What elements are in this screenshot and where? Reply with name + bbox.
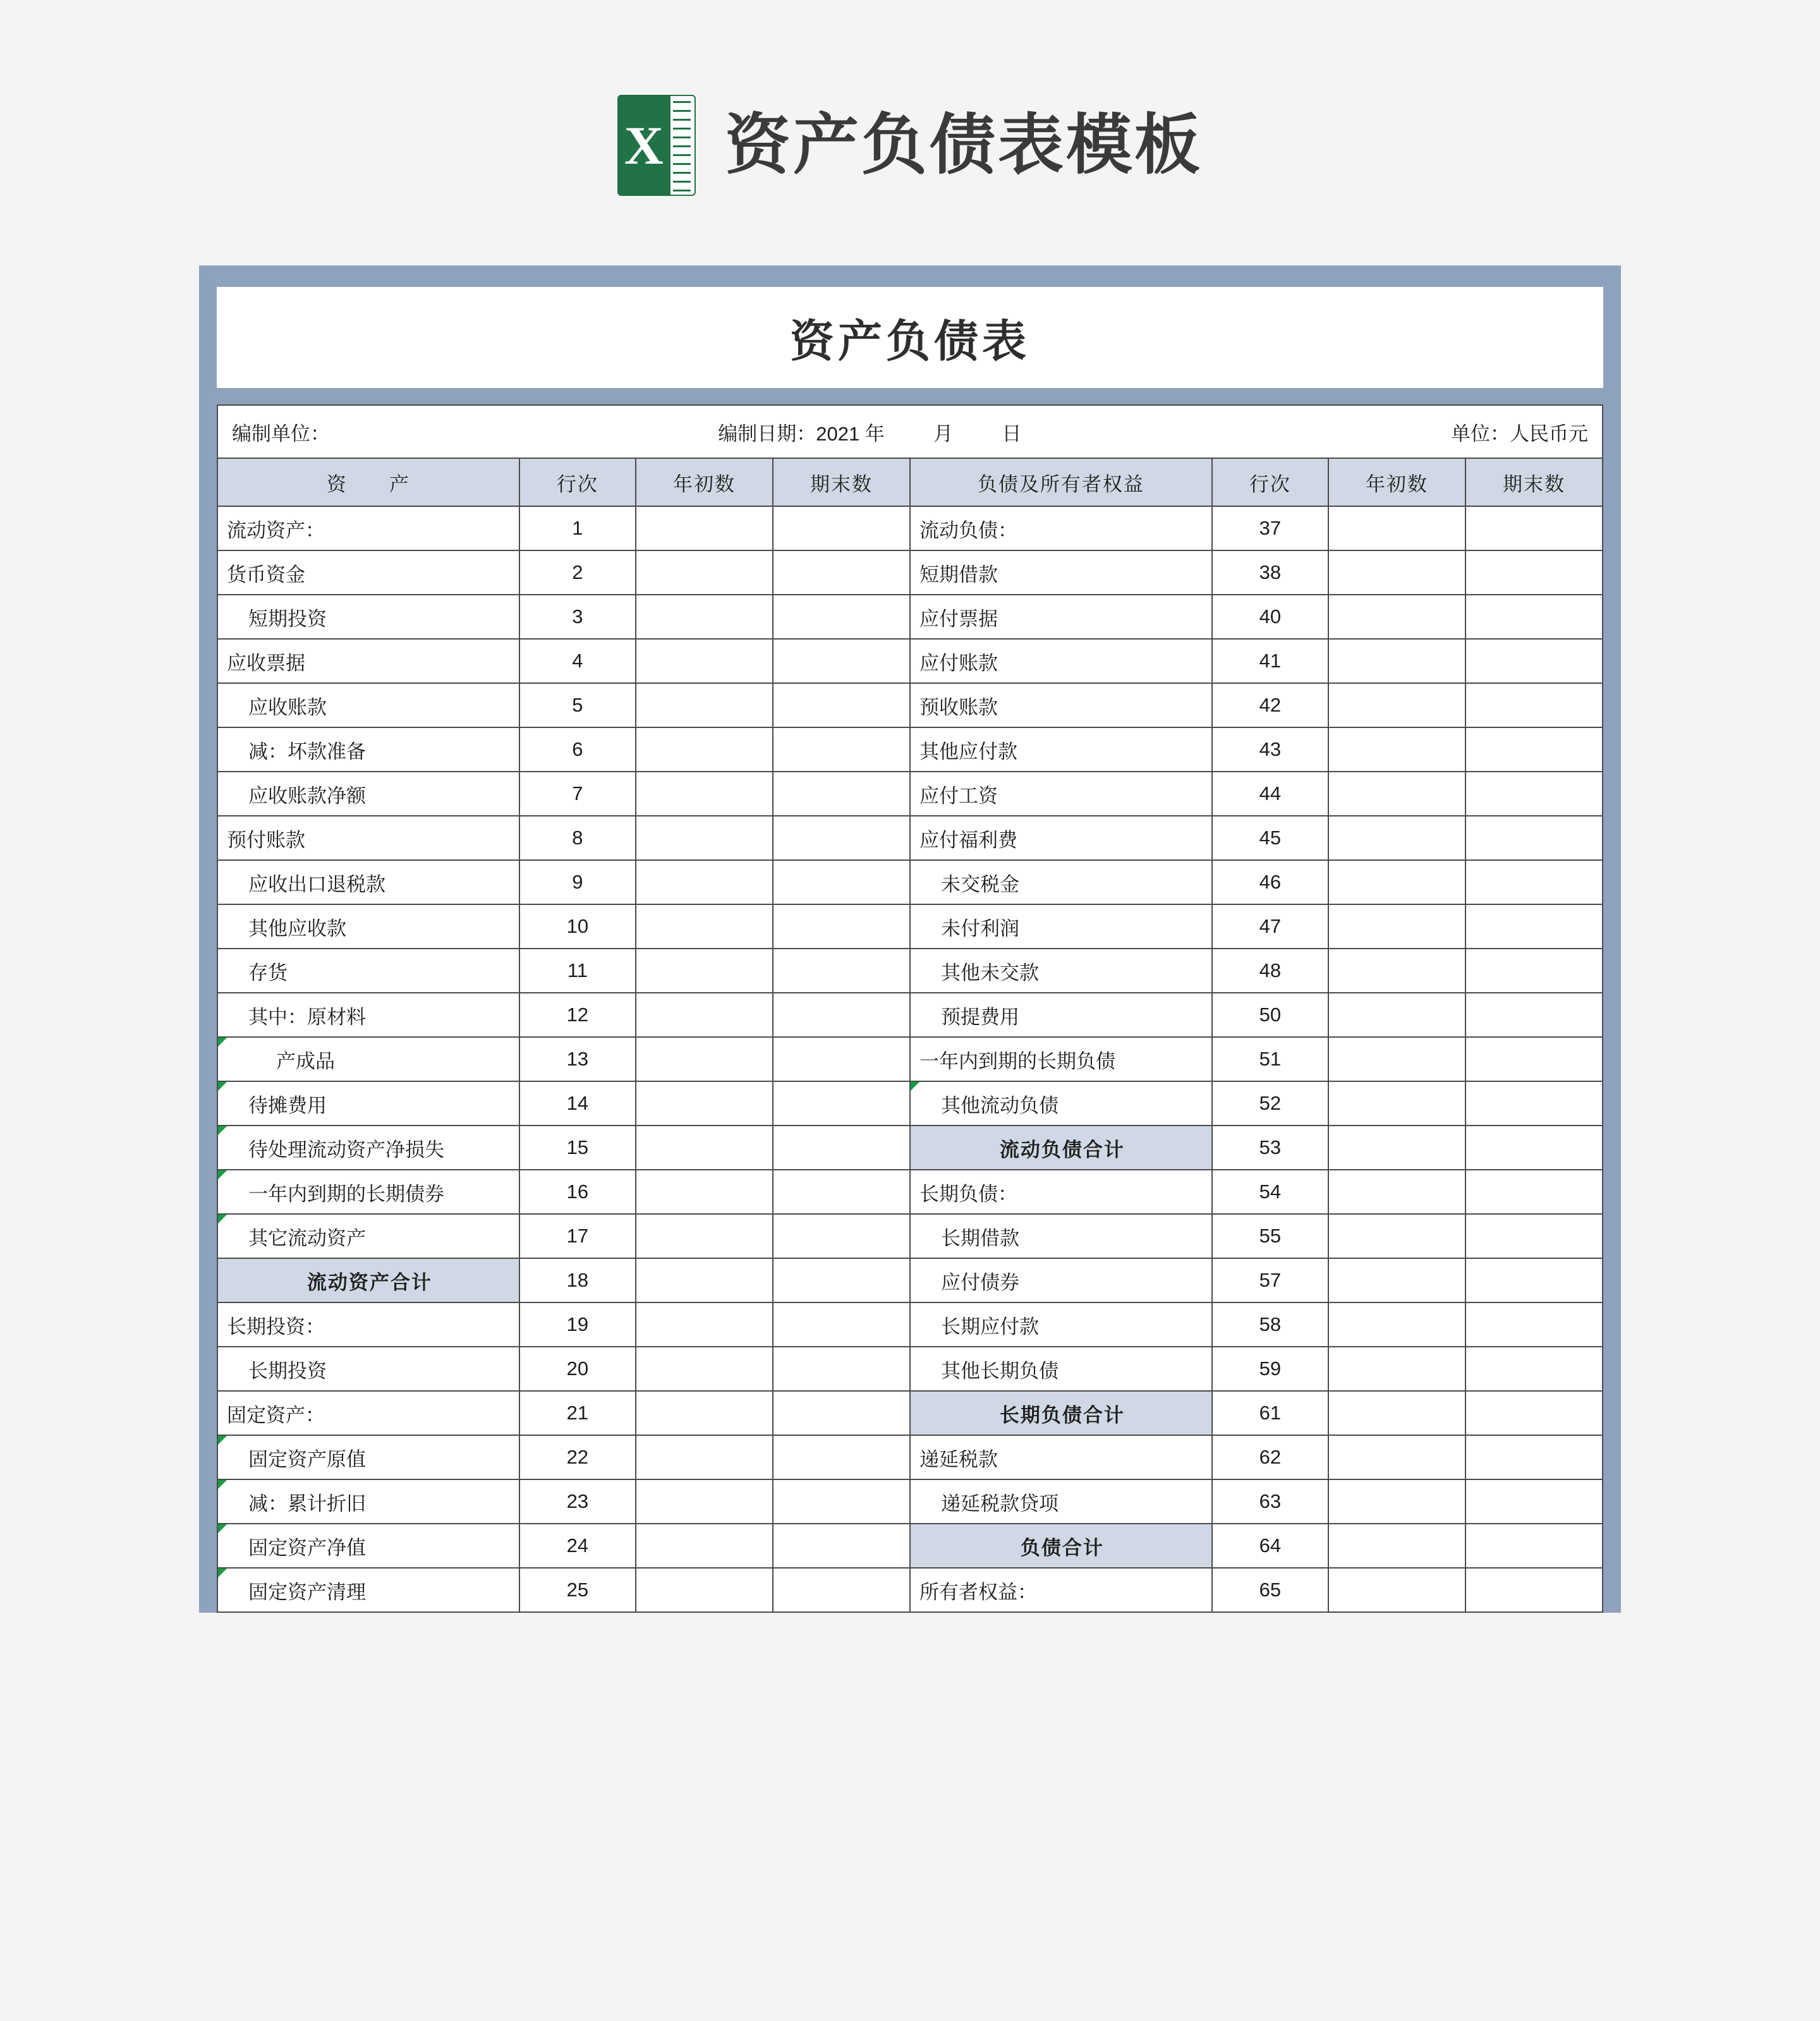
- asset-begin-value-cell[interactable]: [636, 816, 773, 860]
- table-row: [217, 993, 1603, 1037]
- asset-line-no-cell: 23: [519, 1479, 636, 1524]
- asset-begin-value-cell[interactable]: [636, 1126, 773, 1170]
- table-row: [217, 727, 1603, 772]
- asset-begin-value-cell[interactable]: [636, 506, 773, 550]
- asset-line-no-cell: 20: [519, 1347, 636, 1391]
- asset-end-value-cell[interactable]: [773, 772, 910, 816]
- liability-line-no-cell: 64: [1212, 1524, 1328, 1568]
- asset-line-no-cell: 15: [519, 1126, 636, 1170]
- liability-label-cell: 应付账款: [910, 639, 1212, 683]
- column-header-line-no-left: 行次: [519, 458, 636, 506]
- asset-begin-value-cell[interactable]: [636, 860, 773, 904]
- asset-label-cell: 固定资产净值: [217, 1524, 519, 1568]
- liability-end-value-cell[interactable]: [1465, 1081, 1603, 1126]
- liability-label-cell: 长期负债合计: [910, 1391, 1212, 1435]
- liability-end-value-cell[interactable]: [1465, 904, 1603, 949]
- liability-begin-value-cell[interactable]: [1328, 595, 1465, 639]
- asset-label-cell: 减：坏款准备: [217, 727, 519, 772]
- liability-begin-value-cell[interactable]: [1328, 683, 1465, 727]
- asset-begin-value-cell[interactable]: [636, 1214, 773, 1258]
- asset-begin-value-cell[interactable]: [636, 1037, 773, 1081]
- liability-begin-value-cell[interactable]: [1328, 860, 1465, 904]
- column-header-line-no-right: 行次: [1212, 458, 1328, 506]
- liability-label-cell: 流动负债合计: [910, 1126, 1212, 1170]
- liability-line-no-cell: 48: [1212, 949, 1328, 993]
- asset-line-no-cell: 13: [519, 1037, 636, 1081]
- liability-label-cell: 负债合计: [910, 1524, 1212, 1568]
- asset-end-value-cell[interactable]: [773, 595, 910, 639]
- liability-end-value-cell[interactable]: [1465, 639, 1603, 683]
- liability-label-cell: 应付福利费: [910, 816, 1212, 860]
- liability-begin-value-cell[interactable]: [1328, 506, 1465, 550]
- column-header-asset: 资 产: [217, 458, 519, 506]
- asset-begin-value-cell[interactable]: [636, 683, 773, 727]
- asset-begin-value-cell[interactable]: [636, 727, 773, 772]
- asset-line-no-cell: 6: [519, 727, 636, 772]
- liability-label-cell: 短期借款: [910, 550, 1212, 595]
- excel-icon-letter: X: [624, 115, 664, 176]
- liability-begin-value-cell[interactable]: [1328, 1081, 1465, 1126]
- asset-label-cell: 长期投资: [217, 1347, 519, 1391]
- liability-begin-value-cell[interactable]: [1328, 1126, 1465, 1170]
- liability-begin-value-cell[interactable]: [1328, 1524, 1465, 1568]
- page-header: [0, 0, 1820, 196]
- table-row: [217, 595, 1603, 639]
- asset-end-value-cell[interactable]: [773, 1479, 910, 1524]
- sheet-meta-bar: [217, 404, 1603, 458]
- liability-end-value-cell[interactable]: [1465, 1037, 1603, 1081]
- asset-line-no-cell: 12: [519, 993, 636, 1037]
- table-row: [217, 1126, 1603, 1170]
- table-row: [217, 860, 1603, 904]
- meta-unit-label: 编制单位：: [232, 422, 330, 445]
- asset-line-no-cell: 8: [519, 816, 636, 860]
- liability-end-value-cell[interactable]: [1465, 1568, 1603, 1612]
- liability-line-no-cell: 54: [1212, 1170, 1328, 1214]
- liability-line-no-cell: 50: [1212, 993, 1328, 1037]
- asset-begin-value-cell[interactable]: [636, 1391, 773, 1435]
- asset-end-value-cell[interactable]: [773, 860, 910, 904]
- asset-label-cell: 其它流动资产: [217, 1214, 519, 1258]
- liability-end-value-cell[interactable]: [1465, 1170, 1603, 1214]
- liability-line-no-cell: 51: [1212, 1037, 1328, 1081]
- meta-date-year: 2021: [816, 422, 860, 445]
- asset-end-value-cell[interactable]: [773, 816, 910, 860]
- liability-begin-value-cell[interactable]: [1328, 1479, 1465, 1524]
- table-row: [217, 1479, 1603, 1524]
- asset-end-value-cell[interactable]: [773, 1081, 910, 1126]
- liability-line-no-cell: 47: [1212, 904, 1328, 949]
- table-row: [217, 1170, 1603, 1214]
- liability-line-no-cell: 57: [1212, 1258, 1328, 1302]
- asset-line-no-cell: 17: [519, 1214, 636, 1258]
- table-row: [217, 1258, 1603, 1302]
- asset-begin-value-cell[interactable]: [636, 550, 773, 595]
- asset-line-no-cell: 21: [519, 1391, 636, 1435]
- asset-end-value-cell[interactable]: [773, 1126, 910, 1170]
- table-row: [217, 550, 1603, 595]
- liability-label-cell: 其他未交款: [910, 949, 1212, 993]
- asset-line-no-cell: 10: [519, 904, 636, 949]
- asset-line-no-cell: 14: [519, 1081, 636, 1126]
- table-row: [217, 1568, 1603, 1612]
- asset-begin-value-cell[interactable]: [636, 595, 773, 639]
- liability-end-value-cell[interactable]: [1465, 1258, 1603, 1302]
- meta-date-label: 编制日期：: [718, 422, 816, 445]
- liability-begin-value-cell[interactable]: [1328, 1170, 1465, 1214]
- table-row: [217, 639, 1603, 683]
- liability-line-no-cell: 58: [1212, 1302, 1328, 1347]
- liability-label-cell: 所有者权益：: [910, 1568, 1212, 1612]
- liability-end-value-cell[interactable]: [1465, 949, 1603, 993]
- liability-end-value-cell[interactable]: [1465, 1214, 1603, 1258]
- table-row: [217, 1214, 1603, 1258]
- liability-begin-value-cell[interactable]: [1328, 1037, 1465, 1081]
- asset-begin-value-cell[interactable]: [636, 904, 773, 949]
- table-row: [217, 506, 1603, 550]
- liability-line-no-cell: 37: [1212, 506, 1328, 550]
- table-row: [217, 1347, 1603, 1391]
- asset-end-value-cell[interactable]: [773, 1214, 910, 1258]
- liability-line-no-cell: 62: [1212, 1435, 1328, 1479]
- liability-end-value-cell[interactable]: [1465, 860, 1603, 904]
- liability-label-cell: 递延税款贷项: [910, 1479, 1212, 1524]
- liability-label-cell: 递延税款: [910, 1435, 1212, 1479]
- liability-begin-value-cell[interactable]: [1328, 993, 1465, 1037]
- liability-line-no-cell: 45: [1212, 816, 1328, 860]
- asset-line-no-cell: 4: [519, 639, 636, 683]
- liability-line-no-cell: 40: [1212, 595, 1328, 639]
- liability-begin-value-cell[interactable]: [1328, 1568, 1465, 1612]
- asset-end-value-cell[interactable]: [773, 1170, 910, 1214]
- asset-begin-value-cell[interactable]: [636, 949, 773, 993]
- asset-line-no-cell: 24: [519, 1524, 636, 1568]
- asset-end-value-cell[interactable]: [773, 683, 910, 727]
- liability-begin-value-cell[interactable]: [1328, 904, 1465, 949]
- column-header-begin-right: 年初数: [1328, 458, 1465, 506]
- liability-line-no-cell: 61: [1212, 1391, 1328, 1435]
- asset-end-value-cell[interactable]: [773, 1391, 910, 1435]
- liability-end-value-cell[interactable]: [1465, 1524, 1603, 1568]
- asset-end-value-cell[interactable]: [773, 993, 910, 1037]
- liability-line-no-cell: 46: [1212, 860, 1328, 904]
- asset-label-cell: 减：累计折旧: [217, 1479, 519, 1524]
- asset-end-value-cell[interactable]: [773, 949, 910, 993]
- liability-begin-value-cell[interactable]: [1328, 816, 1465, 860]
- asset-line-no-cell: 9: [519, 860, 636, 904]
- liability-end-value-cell[interactable]: [1465, 683, 1603, 727]
- table-body: [217, 506, 1603, 1612]
- liability-line-no-cell: 65: [1212, 1568, 1328, 1612]
- table-row: [217, 816, 1603, 860]
- column-header-end-right: 期末数: [1465, 458, 1603, 506]
- asset-end-value-cell[interactable]: [773, 1258, 910, 1302]
- asset-begin-value-cell[interactable]: [636, 1435, 773, 1479]
- liability-end-value-cell[interactable]: [1465, 1302, 1603, 1347]
- liability-label-cell: 一年内到期的长期负债: [910, 1037, 1212, 1081]
- liability-begin-value-cell[interactable]: [1328, 1214, 1465, 1258]
- liability-label-cell: 长期借款: [910, 1214, 1212, 1258]
- page-title: 资产负债表模板: [724, 109, 1203, 182]
- column-header-end-left: 期末数: [773, 458, 910, 506]
- asset-label-cell: 固定资产：: [217, 1391, 519, 1435]
- liability-line-no-cell: 44: [1212, 772, 1328, 816]
- liability-label-cell: 其他流动负债: [910, 1081, 1212, 1126]
- liability-line-no-cell: 53: [1212, 1126, 1328, 1170]
- liability-end-value-cell[interactable]: [1465, 1347, 1603, 1391]
- asset-label-cell: 待摊费用: [217, 1081, 519, 1126]
- liability-end-value-cell[interactable]: [1465, 816, 1603, 860]
- table-row: [217, 904, 1603, 949]
- liability-label-cell: 未付利润: [910, 904, 1212, 949]
- meta-date-day-suffix: 日: [1002, 422, 1022, 445]
- asset-line-no-cell: 2: [519, 550, 636, 595]
- column-header-begin-left: 年初数: [636, 458, 773, 506]
- asset-label-cell: 其中：原材料: [217, 993, 519, 1037]
- asset-end-value-cell[interactable]: [773, 1302, 910, 1347]
- table-row: [217, 1302, 1603, 1347]
- asset-label-cell: 应收票据: [217, 639, 519, 683]
- asset-end-value-cell[interactable]: [773, 1435, 910, 1479]
- liability-begin-value-cell[interactable]: [1328, 1258, 1465, 1302]
- table-header-row: [217, 458, 1603, 506]
- table-row: [217, 1081, 1603, 1126]
- asset-label-cell: 应收账款净额: [217, 772, 519, 816]
- table-row: [217, 1435, 1603, 1479]
- liability-end-value-cell[interactable]: [1465, 1391, 1603, 1435]
- asset-begin-value-cell[interactable]: [636, 1568, 773, 1612]
- asset-label-cell: 货币资金: [217, 550, 519, 595]
- liability-label-cell: 应付票据: [910, 595, 1212, 639]
- table-row: [217, 949, 1603, 993]
- liability-line-no-cell: 59: [1212, 1347, 1328, 1391]
- asset-end-value-cell[interactable]: [773, 1568, 910, 1612]
- asset-line-no-cell: 1: [519, 506, 636, 550]
- asset-begin-value-cell[interactable]: [636, 993, 773, 1037]
- asset-begin-value-cell[interactable]: [636, 1170, 773, 1214]
- liability-begin-value-cell[interactable]: [1328, 639, 1465, 683]
- asset-label-cell: 预付账款: [217, 816, 519, 860]
- meta-date: [680, 418, 1192, 446]
- table-row: [217, 1037, 1603, 1081]
- asset-line-no-cell: 5: [519, 683, 636, 727]
- liability-line-no-cell: 41: [1212, 639, 1328, 683]
- sheet-title: 资产负债表: [790, 316, 1030, 366]
- asset-label-cell: 短期投资: [217, 595, 519, 639]
- asset-begin-value-cell[interactable]: [636, 1524, 773, 1568]
- liability-end-value-cell[interactable]: [1465, 993, 1603, 1037]
- table-row: [217, 1524, 1603, 1568]
- liability-label-cell: 预提费用: [910, 993, 1212, 1037]
- liability-line-no-cell: 63: [1212, 1479, 1328, 1524]
- asset-begin-value-cell[interactable]: [636, 1479, 773, 1524]
- liability-end-value-cell[interactable]: [1465, 550, 1603, 595]
- asset-label-cell: 固定资产原值: [217, 1435, 519, 1479]
- liability-end-value-cell[interactable]: [1465, 727, 1603, 772]
- liability-label-cell: 预收账款: [910, 683, 1212, 727]
- asset-line-no-cell: 18: [519, 1258, 636, 1302]
- asset-label-cell: 流动资产：: [217, 506, 519, 550]
- asset-label-cell: 应收账款: [217, 683, 519, 727]
- liability-end-value-cell[interactable]: [1465, 1126, 1603, 1170]
- asset-begin-value-cell[interactable]: [636, 1347, 773, 1391]
- liability-line-no-cell: 43: [1212, 727, 1328, 772]
- asset-line-no-cell: 3: [519, 595, 636, 639]
- asset-end-value-cell[interactable]: [773, 1347, 910, 1391]
- liability-line-no-cell: 42: [1212, 683, 1328, 727]
- spreadsheet-frame: [199, 265, 1621, 1613]
- meta-currency-label: 单位：人民币元: [1450, 422, 1588, 445]
- asset-end-value-cell[interactable]: [773, 904, 910, 949]
- asset-label-cell: 一年内到期的长期债券: [217, 1170, 519, 1214]
- liability-label-cell: 长期应付款: [910, 1302, 1212, 1347]
- meta-date-month-suffix: 月: [933, 422, 954, 445]
- liability-end-value-cell[interactable]: [1465, 772, 1603, 816]
- asset-end-value-cell[interactable]: [773, 1037, 910, 1081]
- liability-begin-value-cell[interactable]: [1328, 949, 1465, 993]
- liability-line-no-cell: 52: [1212, 1081, 1328, 1126]
- table-row: [217, 1391, 1603, 1435]
- meta-date-year-suffix: 年: [864, 422, 885, 445]
- asset-begin-value-cell[interactable]: [636, 772, 773, 816]
- asset-line-no-cell: 7: [519, 772, 636, 816]
- asset-line-no-cell: 16: [519, 1170, 636, 1214]
- asset-label-cell: 产成品: [217, 1037, 519, 1081]
- liability-end-value-cell[interactable]: [1465, 1435, 1603, 1479]
- asset-line-no-cell: 22: [519, 1435, 636, 1479]
- excel-file-icon: [617, 95, 696, 196]
- asset-line-no-cell: 11: [519, 949, 636, 993]
- table-row: [217, 683, 1603, 727]
- liability-line-no-cell: 38: [1212, 550, 1328, 595]
- asset-begin-value-cell[interactable]: [636, 1081, 773, 1126]
- liability-begin-value-cell[interactable]: [1328, 1347, 1465, 1391]
- sheet-title-bar: [217, 287, 1603, 388]
- asset-label-cell: 待处理流动资产净损失: [217, 1126, 519, 1170]
- asset-begin-value-cell[interactable]: [636, 1302, 773, 1347]
- asset-end-value-cell[interactable]: [773, 727, 910, 772]
- liability-end-value-cell[interactable]: [1465, 506, 1603, 550]
- asset-end-value-cell[interactable]: [773, 506, 910, 550]
- asset-end-value-cell[interactable]: [773, 1524, 910, 1568]
- asset-label-cell: 其他应收款: [217, 904, 519, 949]
- column-header-liability: 负债及所有者权益: [910, 458, 1212, 506]
- liability-begin-value-cell[interactable]: [1328, 1302, 1465, 1347]
- liability-line-no-cell: 55: [1212, 1214, 1328, 1258]
- liability-label-cell: 应付债券: [910, 1258, 1212, 1302]
- asset-begin-value-cell[interactable]: [636, 639, 773, 683]
- liability-label-cell: 其他应付款: [910, 727, 1212, 772]
- asset-label-cell: 流动资产合计: [217, 1258, 519, 1302]
- liability-label-cell: 未交税金: [910, 860, 1212, 904]
- asset-end-value-cell[interactable]: [773, 639, 910, 683]
- liability-end-value-cell[interactable]: [1465, 595, 1603, 639]
- asset-line-no-cell: 19: [519, 1302, 636, 1347]
- liability-label-cell: 其他长期负债: [910, 1347, 1212, 1391]
- liability-begin-value-cell[interactable]: [1328, 772, 1465, 816]
- asset-label-cell: 长期投资：: [217, 1302, 519, 1347]
- liability-begin-value-cell[interactable]: [1328, 1391, 1465, 1435]
- asset-label-cell: 应收出口退税款: [217, 860, 519, 904]
- asset-line-no-cell: 25: [519, 1568, 636, 1612]
- table-row: [217, 772, 1603, 816]
- liability-begin-value-cell[interactable]: [1328, 1435, 1465, 1479]
- liability-label-cell: 长期负债：: [910, 1170, 1212, 1214]
- liability-label-cell: 应付工资: [910, 772, 1212, 816]
- liability-label-cell: 流动负债：: [910, 506, 1212, 550]
- balance-sheet-table: [217, 458, 1603, 1613]
- liability-begin-value-cell[interactable]: [1328, 727, 1465, 772]
- asset-label-cell: 固定资产清理: [217, 1568, 519, 1612]
- liability-begin-value-cell[interactable]: [1328, 550, 1465, 595]
- asset-end-value-cell[interactable]: [773, 550, 910, 595]
- excel-icon-sheet: [670, 95, 696, 196]
- asset-begin-value-cell[interactable]: [636, 1258, 773, 1302]
- liability-end-value-cell[interactable]: [1465, 1479, 1603, 1524]
- asset-label-cell: 存货: [217, 949, 519, 993]
